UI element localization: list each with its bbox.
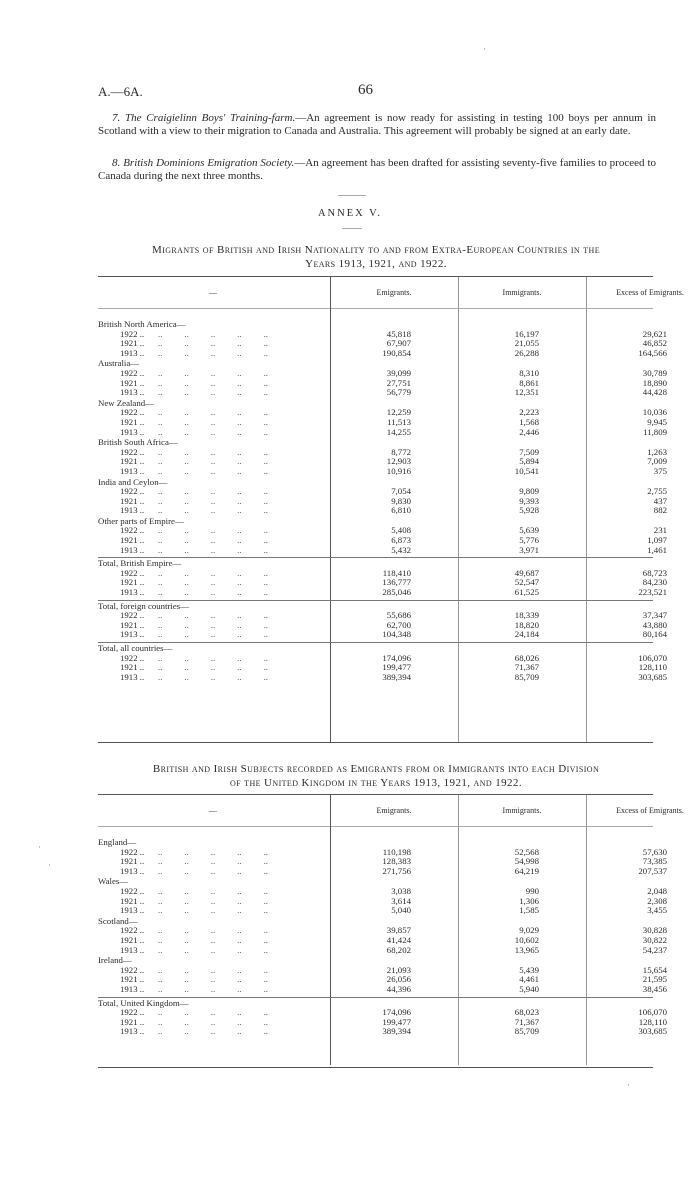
cell-emigrants: 41,424 xyxy=(386,934,411,945)
cell-excess: 223,521 xyxy=(638,587,667,598)
table1-bottom-rule xyxy=(98,742,653,743)
table2-header-emigrants: Emigrants. xyxy=(376,805,412,815)
row-year: 1922 .. xyxy=(120,525,145,536)
table-row xyxy=(98,587,667,598)
row-year: 1922 .. xyxy=(120,652,145,663)
table-row xyxy=(98,544,667,556)
leader-dots: .. .. .. .. .. xyxy=(158,846,268,857)
cell-immigrants: 71,367 xyxy=(514,1016,539,1027)
cell-excess: 57,630 xyxy=(642,846,667,857)
leader-dots: .. .. .. .. .. xyxy=(158,446,268,457)
cell-excess: 2,048 xyxy=(647,885,667,896)
leader-dots: .. .. .. .. .. xyxy=(158,505,268,516)
cell-immigrants: 21,055 xyxy=(514,338,539,349)
table2-header-rule xyxy=(98,826,653,827)
paragraph-text: —An agreement has been drafted for assisting seventy-five families to proceed to Canada during the next three months. xyxy=(98,157,656,182)
cell-immigrants: 8,861 xyxy=(519,377,539,388)
cell-excess: 15,654 xyxy=(642,964,667,975)
row-year: 1913 .. xyxy=(120,1026,145,1037)
cell-emigrants: 6,810 xyxy=(391,505,411,516)
group-label: New Zealand— xyxy=(98,397,154,408)
leader-dots: .. .. .. .. .. xyxy=(158,486,268,497)
row-year: 1921 .. xyxy=(120,535,145,546)
cell-excess: 207,537 xyxy=(638,865,667,876)
cell-emigrants: 39,857 xyxy=(386,925,411,936)
cell-emigrants: 45,818 xyxy=(386,328,411,339)
cell-emigrants: 12,903 xyxy=(386,456,411,467)
cell-excess: 38,456 xyxy=(642,983,667,994)
row-year: 1921 .. xyxy=(120,619,145,630)
row-year: 1921 .. xyxy=(120,1016,145,1027)
row-year: 1921 .. xyxy=(120,456,145,467)
table2-title xyxy=(92,762,660,790)
cell-immigrants: 68,026 xyxy=(514,652,539,663)
cell-immigrants: 61,525 xyxy=(514,587,539,598)
cell-immigrants: 2,223 xyxy=(519,407,539,418)
leader-dots: .. .. .. .. .. xyxy=(158,1026,268,1037)
cell-excess: 18,890 xyxy=(642,377,667,388)
group-label: British South Africa— xyxy=(98,437,178,448)
cell-immigrants: 13,965 xyxy=(514,944,539,955)
cell-emigrants: 271,756 xyxy=(382,865,411,876)
leader-dots: .. .. .. .. .. xyxy=(158,1007,268,1018)
cell-immigrants: 5,940 xyxy=(519,983,539,994)
cell-emigrants: 39,099 xyxy=(386,367,411,378)
table1-title-line2: Years 1913, 1921, and 1922. xyxy=(305,258,447,270)
leader-dots: .. .. .. .. .. xyxy=(158,407,268,418)
cell-emigrants: 3,038 xyxy=(391,885,411,896)
cell-emigrants: 389,394 xyxy=(382,671,411,682)
row-year: 1913 .. xyxy=(120,983,145,994)
scan-mark: · xyxy=(483,44,486,54)
row-year: 1913 .. xyxy=(120,587,145,598)
cell-excess: 231 xyxy=(653,525,667,536)
leader-dots: .. .. .. .. .. xyxy=(158,495,268,506)
table2-header-immigrants: Immigrants. xyxy=(502,805,542,815)
cell-emigrants: 68,202 xyxy=(386,944,411,955)
cell-immigrants: 8,310 xyxy=(519,367,539,378)
cell-excess: 1,097 xyxy=(647,535,667,546)
cell-emigrants: 104,348 xyxy=(382,629,411,640)
row-year: 1922 .. xyxy=(120,407,145,418)
table1-header-rule xyxy=(98,308,653,309)
cell-emigrants: 14,255 xyxy=(386,426,411,437)
cell-immigrants: 1,585 xyxy=(519,905,539,916)
cell-excess: 37,347 xyxy=(642,610,667,621)
cell-excess: 44,428 xyxy=(642,387,667,398)
leader-dots: .. .. .. .. .. xyxy=(158,974,268,985)
row-year: 1921 .. xyxy=(120,895,145,906)
paragraph-8 xyxy=(98,157,656,183)
cell-emigrants: 62,700 xyxy=(386,619,411,630)
cell-immigrants: 5,776 xyxy=(519,535,539,546)
group-label: Total, British Empire— xyxy=(98,558,182,569)
cell-immigrants: 18,339 xyxy=(514,610,539,621)
row-year: 1913 .. xyxy=(120,629,145,640)
table1-title-line1: Migrants of British and Irish Nationality to and from Extra-European Countries in the xyxy=(151,244,600,256)
row-year: 1921 .. xyxy=(120,416,145,427)
cell-emigrants: 26,056 xyxy=(386,974,411,985)
cell-excess: 375 xyxy=(653,465,667,476)
paragraph-lead: 7. The Craigielinn Boys' Training-farm. xyxy=(112,112,296,124)
cell-excess: 128,110 xyxy=(638,662,667,673)
cell-excess: 2,755 xyxy=(647,486,667,497)
row-year: 1913 .. xyxy=(120,905,145,916)
cell-immigrants: 1,306 xyxy=(519,895,539,906)
row-year: 1922 .. xyxy=(120,885,145,896)
leader-dots: .. .. .. .. .. xyxy=(158,367,268,378)
row-year: 1921 .. xyxy=(120,934,145,945)
table2-bottom-rule xyxy=(98,1067,653,1068)
cell-immigrants: 1,568 xyxy=(519,416,539,427)
cell-excess: 43,880 xyxy=(642,619,667,630)
cell-excess: 303,685 xyxy=(638,1026,667,1037)
cell-immigrants: 10,541 xyxy=(514,465,539,476)
leader-dots: .. .. .. .. .. xyxy=(158,885,268,896)
row-year: 1921 .. xyxy=(120,856,145,867)
row-year: 1922 .. xyxy=(120,610,145,621)
cell-immigrants: 52,568 xyxy=(514,846,539,857)
cell-excess: 29,621 xyxy=(642,328,667,339)
cell-excess: 3,455 xyxy=(647,905,667,916)
cell-excess: 54,237 xyxy=(642,944,667,955)
group-label: Total, all countries— xyxy=(98,643,173,653)
table-row xyxy=(98,865,667,877)
row-year: 1922 .. xyxy=(120,328,145,339)
cell-emigrants: 27,751 xyxy=(386,377,411,388)
cell-emigrants: 3,614 xyxy=(391,895,411,906)
cell-excess: 303,685 xyxy=(638,671,667,682)
group-label: Australia— xyxy=(98,358,140,369)
row-year: 1913 .. xyxy=(120,544,145,555)
row-year: 1913 .. xyxy=(120,671,145,682)
cell-excess: 128,110 xyxy=(638,1016,667,1027)
cell-immigrants: 12,351 xyxy=(514,387,539,398)
row-year: 1913 .. xyxy=(120,944,145,955)
table2-body xyxy=(98,837,667,1037)
group-label: Total, United Kingdom— xyxy=(98,997,189,1008)
row-year: 1913 .. xyxy=(120,426,145,437)
cell-excess: 882 xyxy=(653,505,667,516)
cell-immigrants: 5,928 xyxy=(519,505,539,516)
cell-excess: 73,385 xyxy=(642,856,667,867)
leader-dots: .. .. .. .. .. xyxy=(158,983,268,994)
table1-header-emigrants: Emigrants. xyxy=(376,287,412,297)
cell-immigrants: 16,197 xyxy=(514,328,539,339)
table-row xyxy=(98,387,667,398)
cell-emigrants: 21,093 xyxy=(386,964,411,975)
cell-immigrants: 9,809 xyxy=(519,486,539,497)
cell-immigrants: 64,219 xyxy=(514,865,539,876)
leader-dots: .. .. .. .. .. xyxy=(158,328,268,339)
table-row xyxy=(98,426,667,438)
row-year: 1922 .. xyxy=(120,964,145,975)
cell-emigrants: 55,686 xyxy=(386,610,411,621)
cell-emigrants: 174,096 xyxy=(382,1007,411,1018)
cell-excess: 7,009 xyxy=(647,456,667,467)
cell-emigrants: 67,907 xyxy=(386,338,411,349)
cell-excess: 80,164 xyxy=(642,629,667,640)
leader-dots: .. .. .. .. .. xyxy=(158,905,268,916)
cell-immigrants: 5,639 xyxy=(519,525,539,536)
cell-excess: 30,789 xyxy=(642,367,667,378)
table1-header-label: — xyxy=(209,287,217,297)
leader-dots: .. .. .. .. .. xyxy=(158,456,268,467)
annex-title: ANNEX V. xyxy=(317,208,383,219)
cell-emigrants: 128,383 xyxy=(382,856,411,867)
cell-immigrants: 52,547 xyxy=(514,577,539,588)
row-year: 1913 .. xyxy=(120,865,145,876)
cell-immigrants: 54,998 xyxy=(514,856,539,867)
paragraph-lead: 8. British Dominions Emigration Society. xyxy=(112,157,295,169)
cell-immigrants: 9,393 xyxy=(519,495,539,506)
leader-dots: .. .. .. .. .. xyxy=(158,619,268,630)
cell-excess: 46,852 xyxy=(642,338,667,349)
group-label: Wales— xyxy=(98,876,129,887)
cell-immigrants: 49,687 xyxy=(514,567,539,578)
leader-dots: .. .. .. .. .. xyxy=(158,934,268,945)
cell-emigrants: 5,408 xyxy=(391,525,411,536)
row-year: 1922 .. xyxy=(120,367,145,378)
row-year: 1922 .. xyxy=(120,486,145,497)
group-label: Other parts of Empire— xyxy=(98,515,184,526)
leader-dots: .. .. .. .. .. xyxy=(158,338,268,349)
cell-emigrants: 285,046 xyxy=(382,587,411,598)
cell-emigrants: 10,916 xyxy=(386,465,411,476)
cell-immigrants: 85,709 xyxy=(514,1026,539,1037)
table2-header-excess: Excess of Emigrants. xyxy=(616,805,684,815)
cell-emigrants: 5,432 xyxy=(391,544,411,555)
table1-header-immigrants: Immigrants. xyxy=(502,287,542,297)
table-row xyxy=(98,505,667,516)
table-row xyxy=(98,671,667,683)
cell-immigrants: 990 xyxy=(525,885,539,896)
leader-dots: .. .. .. .. .. xyxy=(158,944,268,955)
cell-emigrants: 7,054 xyxy=(391,486,411,497)
leader-dots: .. .. .. .. .. xyxy=(158,465,268,476)
table1-header xyxy=(98,277,684,307)
leader-dots: .. .. .. .. .. xyxy=(158,387,268,398)
cell-emigrants: 136,777 xyxy=(382,577,411,588)
row-year: 1913 .. xyxy=(120,347,145,358)
cell-excess: 68,723 xyxy=(642,567,667,578)
leader-dots: .. .. .. .. .. xyxy=(158,426,268,437)
cell-immigrants: 4,461 xyxy=(519,974,539,985)
cell-emigrants: 190,854 xyxy=(382,347,411,358)
leader-dots: .. .. .. .. .. xyxy=(158,567,268,578)
cell-excess: 30,822 xyxy=(642,934,667,945)
table2-title-line2: of the United Kingdom in the Years 1913, 1921, and 1922. xyxy=(229,777,522,789)
group-label: Total, foreign countries— xyxy=(98,600,189,611)
cell-emigrants: 174,096 xyxy=(382,652,411,663)
cell-emigrants: 11,513 xyxy=(387,416,411,427)
cell-emigrants: 110,198 xyxy=(382,846,411,857)
table-row xyxy=(98,465,667,477)
leader-dots: .. .. .. .. .. xyxy=(158,856,268,867)
table1-header-excess: Excess of Emigrants. xyxy=(616,287,684,297)
leader-dots: .. .. .. .. .. xyxy=(158,587,268,598)
cell-excess: 1,263 xyxy=(647,446,667,457)
leader-dots: .. .. .. .. .. xyxy=(158,535,268,546)
cell-immigrants: 7,509 xyxy=(519,446,539,457)
table-row xyxy=(98,944,667,956)
cell-immigrants: 71,367 xyxy=(514,662,539,673)
cell-emigrants: 199,477 xyxy=(382,1016,411,1027)
row-year: 1922 .. xyxy=(120,846,145,857)
leader-dots: .. .. .. .. .. xyxy=(158,629,268,640)
leader-dots: .. .. .. .. .. xyxy=(158,416,268,427)
group-label: India and Ceylon— xyxy=(98,476,168,487)
leader-dots: .. .. .. .. .. xyxy=(158,895,268,906)
cell-immigrants: 85,709 xyxy=(514,671,539,682)
row-year: 1921 .. xyxy=(120,662,145,673)
table-row xyxy=(98,347,667,359)
cell-emigrants: 199,477 xyxy=(382,662,411,673)
leader-dots: .. .. .. .. .. xyxy=(158,865,268,876)
section-divider xyxy=(338,195,366,196)
cell-excess: 84,230 xyxy=(642,577,667,588)
leader-dots: .. .. .. .. .. xyxy=(158,925,268,936)
leader-dots: .. .. .. .. .. xyxy=(158,964,268,975)
cell-emigrants: 12,259 xyxy=(386,407,411,418)
row-year: 1922 .. xyxy=(120,567,145,578)
cell-excess: 21,595 xyxy=(642,974,667,985)
table-row xyxy=(98,1026,667,1037)
table2-title-line1: British and Irish Subjects recorded as Emigrants from or Immigrants into each Division xyxy=(152,763,600,775)
row-year: 1921 .. xyxy=(120,377,145,388)
cell-excess: 9,945 xyxy=(647,416,667,427)
cell-emigrants: 6,873 xyxy=(391,535,411,546)
table-row xyxy=(98,629,667,640)
leader-dots: .. .. .. .. .. xyxy=(158,662,268,673)
leader-dots: .. .. .. .. .. xyxy=(158,347,268,358)
cell-emigrants: 389,394 xyxy=(382,1026,411,1037)
cell-emigrants: 56,779 xyxy=(386,387,411,398)
cell-emigrants: 9,830 xyxy=(391,495,411,506)
table1-title xyxy=(92,243,660,271)
table1-body xyxy=(98,319,667,682)
scan-mark: · xyxy=(627,1080,630,1090)
leader-dots: .. .. .. .. .. xyxy=(158,544,268,555)
table-row xyxy=(98,983,667,995)
leader-dots: .. .. .. .. .. xyxy=(158,1016,268,1027)
cell-excess: 11,809 xyxy=(643,426,667,437)
row-year: 1921 .. xyxy=(120,495,145,506)
cell-immigrants: 3,971 xyxy=(519,544,539,555)
cell-excess: 106,070 xyxy=(638,652,667,663)
cell-immigrants: 2,446 xyxy=(519,426,539,437)
group-label: Ireland— xyxy=(98,955,132,966)
paragraph-7 xyxy=(98,112,656,138)
table2-header xyxy=(98,795,684,825)
row-year: 1921 .. xyxy=(120,577,145,588)
leader-dots: .. .. .. .. .. xyxy=(158,377,268,388)
cell-emigrants: 44,396 xyxy=(386,983,411,994)
cell-excess: 2,308 xyxy=(647,895,667,906)
cell-immigrants: 68,023 xyxy=(514,1007,539,1018)
scan-mark: · xyxy=(38,842,41,852)
section-divider xyxy=(342,228,362,229)
document-reference: A.—6A. xyxy=(98,84,143,99)
cell-emigrants: 5,040 xyxy=(391,905,411,916)
cell-excess: 1,461 xyxy=(647,544,667,555)
cell-immigrants: 9,029 xyxy=(519,925,539,936)
cell-emigrants: 8,772 xyxy=(391,446,411,457)
group-label: British North America— xyxy=(98,319,186,329)
row-year: 1921 .. xyxy=(120,974,145,985)
scan-mark: · xyxy=(48,860,51,870)
row-year: 1921 .. xyxy=(120,338,145,349)
leader-dots: .. .. .. .. .. xyxy=(158,652,268,663)
row-year: 1922 .. xyxy=(120,925,145,936)
leader-dots: .. .. .. .. .. xyxy=(158,577,268,588)
cell-immigrants: 24,184 xyxy=(514,629,539,640)
cell-immigrants: 18,820 xyxy=(514,619,539,630)
page-header xyxy=(98,84,658,102)
leader-dots: .. .. .. .. .. xyxy=(158,610,268,621)
group-label: England— xyxy=(98,837,137,847)
row-year: 1913 .. xyxy=(120,387,145,398)
cell-emigrants: 118,410 xyxy=(382,567,411,578)
cell-immigrants: 5,894 xyxy=(519,456,539,467)
cell-immigrants: 26,288 xyxy=(514,347,539,358)
row-year: 1922 .. xyxy=(120,1007,145,1018)
page-number: 66 xyxy=(358,82,373,98)
leader-dots: .. .. .. .. .. xyxy=(158,671,268,682)
row-year: 1922 .. xyxy=(120,446,145,457)
table-row xyxy=(98,905,667,916)
cell-excess: 10,036 xyxy=(642,407,667,418)
cell-excess: 164,566 xyxy=(638,347,667,358)
group-label: Scotland— xyxy=(98,915,138,926)
cell-immigrants: 10,602 xyxy=(514,934,539,945)
cell-excess: 437 xyxy=(653,495,667,506)
leader-dots: .. .. .. .. .. xyxy=(158,525,268,536)
cell-excess: 30,828 xyxy=(642,925,667,936)
paragraph-text: —An agreement is now ready for assisting in testing 100 boys per annum in Scotland with a view to their migration to Canada and Australia. This agreement will probably be signed at an early date. xyxy=(98,112,656,137)
table2-header-label: — xyxy=(209,805,217,815)
row-year: 1913 .. xyxy=(120,505,145,516)
row-year: 1913 .. xyxy=(120,465,145,476)
cell-excess: 106,070 xyxy=(638,1007,667,1018)
cell-immigrants: 5,439 xyxy=(519,964,539,975)
